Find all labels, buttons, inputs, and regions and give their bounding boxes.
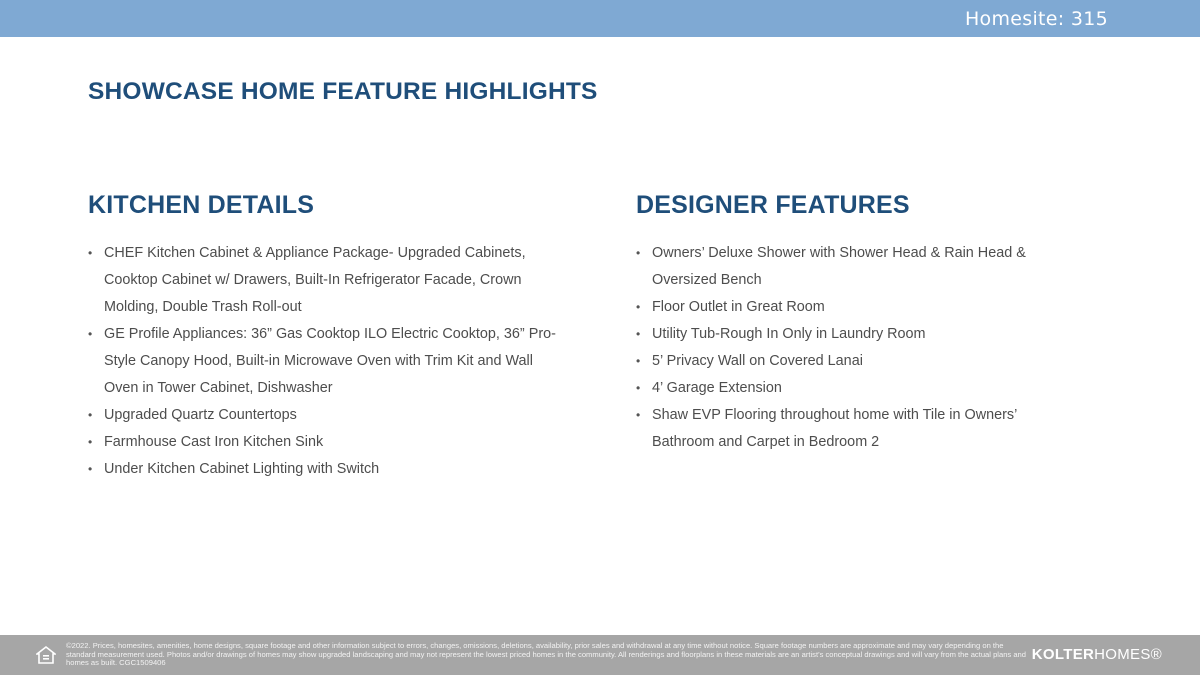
bullet-icon: •	[636, 408, 641, 422]
feature-text: Utility Tub-Rough In Only in Laundry Room	[652, 326, 926, 342]
legal-disclaimer: ©2022. Prices, homesites, amenities, home designs, square footage and other information subject to errors, changes, omissions, deletions, availability, prior sales and withdrawal at any time without notice. Square footage numbers are approximate and may vary depending on the standard measurement used. Photos and/or drawings of homes may show upgraded landscaping and may not represent the lowest priced homes in the community. All renderings and floorplans in these materials are an artist’s conceptual drawings and will vary from the actual plans and homes as built. CGC1509406	[66, 641, 1027, 668]
kitchen-features-list	[88, 240, 558, 483]
list-item	[636, 402, 1066, 456]
bullet-icon: •	[636, 327, 641, 341]
equal-housing-icon	[36, 646, 56, 664]
list-item	[636, 294, 1066, 321]
bullet-icon: •	[636, 354, 641, 368]
list-item	[636, 240, 1066, 294]
feature-text: Farmhouse Cast Iron Kitchen Sink	[104, 434, 324, 450]
bullet-icon: •	[636, 246, 641, 260]
list-item	[88, 456, 558, 483]
feature-text: Owners’ Deluxe Shower with Shower Head & Rain Head & Oversized Bench	[652, 245, 1026, 288]
bullet-icon: •	[88, 435, 93, 449]
bullet-icon: •	[88, 246, 93, 260]
list-item	[636, 348, 1066, 375]
header-bar	[0, 0, 1200, 37]
list-item	[88, 240, 558, 321]
designer-features-list	[636, 240, 1066, 456]
footer-bar	[0, 635, 1200, 675]
homesite-label: Homesite: 315	[964, 8, 1108, 30]
feature-text: Shaw EVP Flooring throughout home with Tile in Owners’ Bathroom and Carpet in Bedroom 2	[652, 407, 1017, 450]
page-title: SHOWCASE HOME FEATURE HIGHLIGHTS	[88, 78, 598, 105]
designer-features-heading: DESIGNER FEATURES	[636, 191, 910, 219]
feature-text: Floor Outlet in Great Room	[652, 299, 825, 315]
list-item	[88, 429, 558, 456]
feature-text: CHEF Kitchen Cabinet & Appliance Package- Upgraded Cabinets, Cooktop Cabinet w/ Drawers, Built-In Refrigerator Facade, Crown Molding, Double Trash Roll-out	[104, 245, 526, 315]
bullet-icon: •	[88, 327, 93, 341]
bullet-icon: •	[636, 381, 641, 395]
kitchen-details-heading: KITCHEN DETAILS	[88, 191, 315, 219]
bullet-icon: •	[88, 408, 93, 422]
feature-text: Upgraded Quartz Countertops	[104, 407, 297, 423]
kolter-homes-logo: KOLTERHOMES®	[1031, 646, 1162, 663]
feature-text: 5’ Privacy Wall on Covered Lanai	[652, 353, 863, 369]
bullet-icon: •	[636, 300, 641, 314]
feature-text: Under Kitchen Cabinet Lighting with Switch	[104, 461, 380, 477]
list-item	[636, 321, 1066, 348]
designer-features-section	[636, 191, 1066, 456]
feature-text: GE Profile Appliances: 36” Gas Cooktop ILO Electric Cooktop, 36” Pro-Style Canopy Hood, Built-in Microwave Oven with Trim Kit and Wall Oven in Tower Cabinet, Dishwasher	[104, 326, 556, 396]
list-item	[88, 402, 558, 429]
list-item	[636, 375, 1066, 402]
bullet-icon: •	[88, 462, 93, 476]
list-item	[88, 321, 558, 402]
feature-text: 4’ Garage Extension	[652, 380, 782, 396]
kitchen-details-section	[88, 191, 558, 483]
